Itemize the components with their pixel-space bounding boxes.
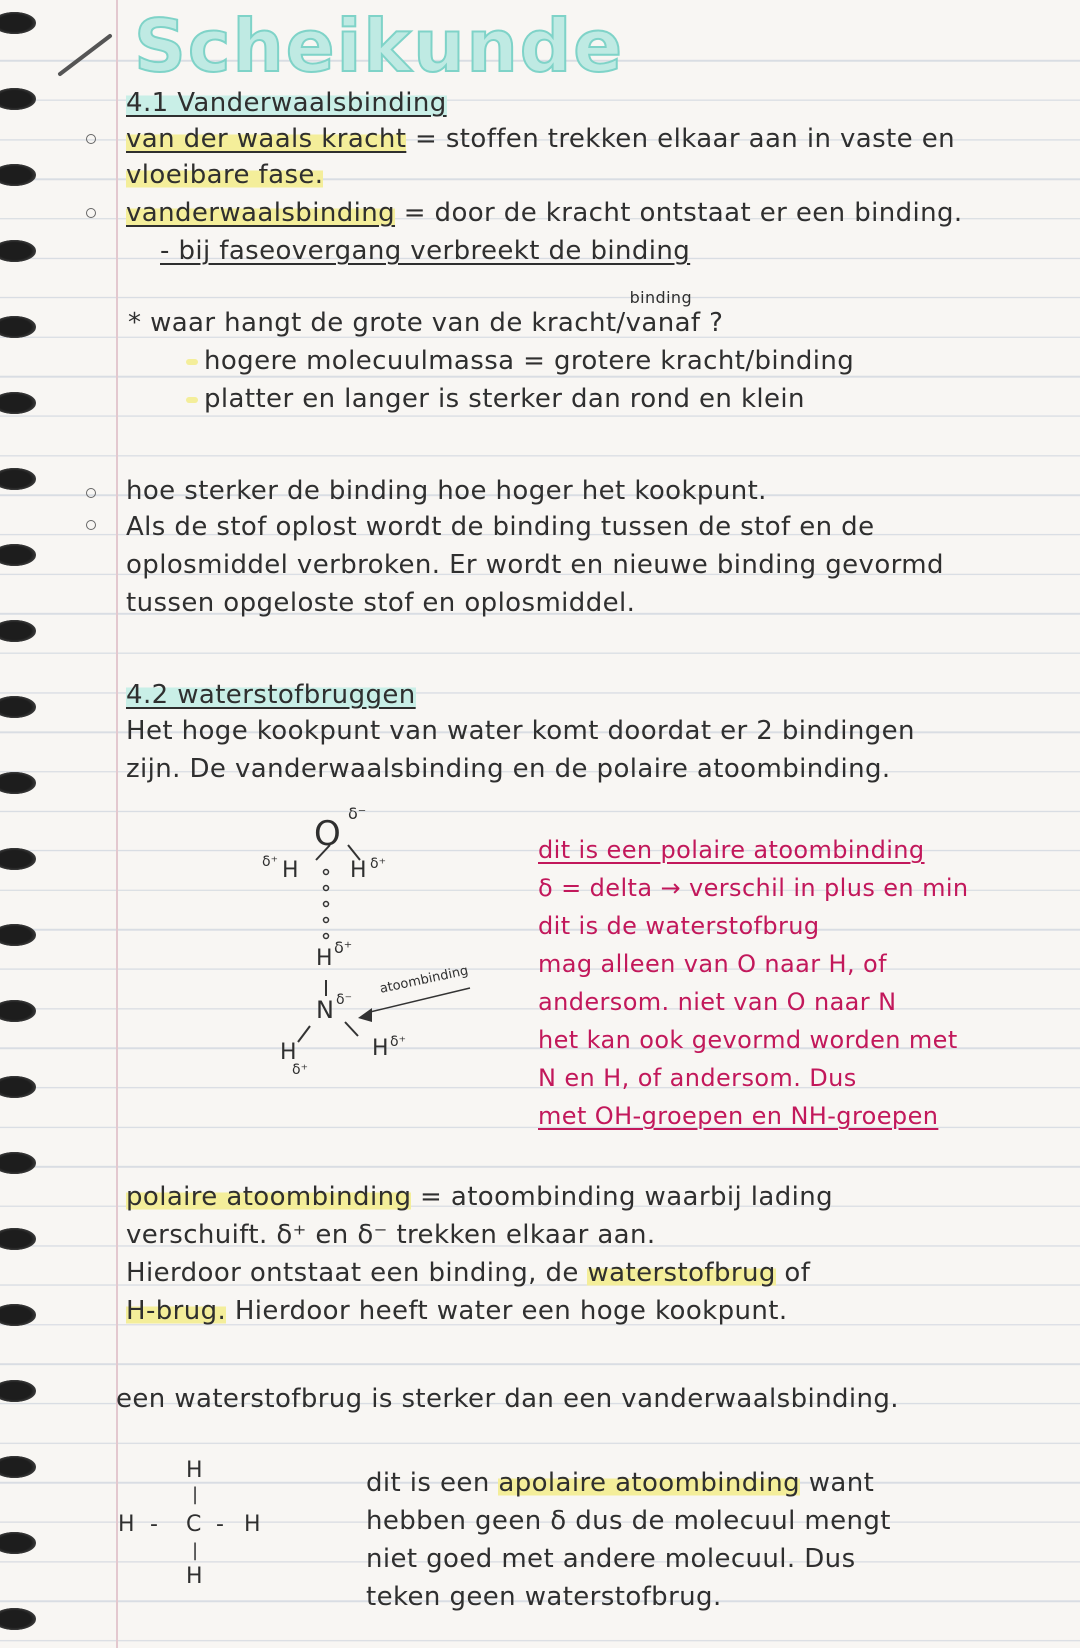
definition-text: = stoffen trekken elkaar aan in vaste en: [415, 124, 955, 154]
binder-hole: [0, 1608, 36, 1630]
nitrogen-atom: N: [316, 996, 334, 1024]
delta-plus-label: δ⁺: [334, 938, 353, 957]
highlight-dash: [186, 359, 198, 365]
binder-hole: [0, 1380, 36, 1402]
binder-hole: [0, 1228, 36, 1250]
heading-text: 4.2 waterstofbruggen: [126, 680, 416, 710]
bond-label: atoombinding: [378, 963, 470, 997]
definition-sub: - bij faseovergang verbreekt de binding: [160, 236, 691, 266]
definition-text: = door de kracht ontstaat er een binding.: [403, 198, 963, 228]
apolar-line-3: niet goed met andere molecuul. Dus: [366, 1544, 856, 1574]
delta-plus-label: δ⁺: [370, 856, 386, 872]
answer-text: platter en langer is sterker dan rond en klein: [204, 384, 805, 414]
bond-line: -: [150, 1512, 158, 1537]
bond-line: |: [192, 1484, 199, 1505]
question-line: [128, 288, 724, 338]
bullet: [86, 208, 96, 218]
bullet: [86, 134, 96, 144]
definition-polar-bond: [126, 1182, 833, 1212]
delta-plus-label: δ⁺: [292, 1062, 308, 1078]
hydrogen-atom: H: [372, 1036, 389, 1061]
hydrogen-atom: H: [118, 1512, 135, 1537]
definition-line: [126, 1258, 810, 1288]
definition-continued: [126, 160, 323, 190]
answer-text: hogere molecuulmassa = grotere kracht/binding: [204, 346, 855, 376]
definition-text: Hierdoor ontstaat een binding, de: [126, 1258, 579, 1288]
definition-vdw-binding: [126, 198, 963, 228]
fact-dissolve-2: oplosmiddel verbroken. Er wordt en nieuwe binding gevormd: [126, 550, 944, 580]
fact-dissolve-1: Als de stof oplost wordt de binding tussen de stof en de: [126, 512, 875, 542]
answer-1: [186, 346, 854, 376]
binder-hole: [0, 1304, 36, 1326]
bond-line: -: [216, 1512, 224, 1537]
binder-hole: [0, 1152, 36, 1174]
note-line: andersom. niet van O naar N: [538, 988, 897, 1016]
definition-text: of: [784, 1258, 811, 1288]
fact-dissolve-3: tussen opgeloste stof en oplosmiddel.: [126, 588, 636, 618]
answer-2: [186, 384, 805, 414]
section-heading-4-1: [126, 88, 447, 118]
note-line: dit is een polaire atoombinding: [538, 836, 925, 864]
pencil-stroke: [56, 30, 116, 80]
hydrogen-atom: H: [186, 1458, 203, 1483]
binder-hole: [0, 620, 36, 642]
binder-hole: [0, 88, 36, 110]
binder-hole: [0, 468, 36, 490]
note-line: het kan ook gevormd worden met: [538, 1026, 958, 1054]
heading-text: 4.1 Vanderwaalsbinding: [126, 88, 447, 118]
apolar-line-1: [366, 1468, 874, 1498]
binder-hole: [0, 392, 36, 414]
definition-text: vloeibare fase.: [126, 160, 324, 190]
note-line: N en H, of andersom. Dus: [538, 1064, 857, 1092]
bullet: [86, 488, 96, 498]
question-text: vanaf ?: [625, 308, 724, 338]
note-line: mag alleen van O naar H, of: [538, 950, 887, 978]
definition-text: Hierdoor heeft water een hoge kookpunt.: [234, 1296, 788, 1326]
note-line: met OH-groepen en NH-groepen: [538, 1102, 939, 1130]
apolar-text: dit is een: [366, 1468, 490, 1498]
hydrogen-atom: H: [280, 1040, 297, 1065]
apolar-line-2: hebben geen δ dus de molecuul mengt: [366, 1506, 891, 1536]
hydrogen-atom: H: [316, 946, 333, 971]
binder-hole: [0, 544, 36, 566]
delta-plus-label: δ⁺: [262, 854, 278, 870]
binder-hole: [0, 1000, 36, 1022]
intro-line-2: zijn. De vanderwaalsbinding en de polaire atoombinding.: [126, 754, 891, 784]
delta-minus-label: δ⁻: [348, 804, 367, 823]
intro-line-1: Het hoge kookpunt van water komt doordat er 2 bindingen: [126, 716, 915, 746]
term: van der waals kracht: [126, 124, 407, 154]
carbon-atom: C: [186, 1512, 202, 1537]
apolar-text: want: [808, 1468, 875, 1498]
page-title: Scheikunde: [134, 4, 625, 88]
question-superscript: binding: [629, 288, 693, 307]
apolar-line-4: teken geen waterstofbrug.: [366, 1582, 722, 1612]
binder-hole: [0, 1456, 36, 1478]
bullet: [86, 520, 96, 530]
hydrogen-atom: H: [282, 858, 299, 883]
term: apolaire atoombinding: [498, 1468, 801, 1498]
hydrogen-atom: H: [350, 858, 367, 883]
definition-line: [126, 1296, 788, 1326]
hydrogen-atom: H: [186, 1564, 203, 1589]
binder-hole: [0, 1532, 36, 1554]
section-heading-4-2: [126, 680, 416, 710]
definition-text: = atoombinding waarbij lading: [420, 1182, 834, 1212]
binder-hole: [0, 924, 36, 946]
bond-line: |: [192, 1540, 199, 1561]
definition-vdw-kracht: [126, 124, 955, 154]
hydrogen-bond-diagram: [250, 800, 520, 1100]
definition-line: verschuift. δ⁺ en δ⁻ trekken elkaar aan.: [126, 1220, 656, 1250]
term: polaire atoombinding: [126, 1182, 412, 1212]
binder-hole: [0, 696, 36, 718]
note-line: dit is de waterstofbrug: [538, 912, 820, 940]
term: vanderwaalsbinding: [126, 198, 396, 228]
binder-hole: [0, 772, 36, 794]
methane-structure: [116, 1456, 276, 1626]
note-line: δ = delta → verschil in plus en min: [538, 874, 969, 902]
highlight-dash: [186, 397, 198, 403]
binder-hole: [0, 1076, 36, 1098]
delta-minus-label: δ⁻: [336, 992, 352, 1008]
binder-hole: [0, 164, 36, 186]
term: H-brug.: [126, 1296, 227, 1326]
binder-hole: [0, 240, 36, 262]
comparison-line: een waterstofbrug is sterker dan een vanderwaalsbinding.: [116, 1384, 899, 1414]
fact-boiling-point: hoe sterker de binding hoe hoger het kookpunt.: [126, 476, 767, 506]
binder-hole: [0, 316, 36, 338]
question-text: * waar hangt de grote van de kracht/: [128, 308, 626, 338]
oxygen-atom: O: [314, 814, 341, 854]
hydrogen-atom: H: [244, 1512, 261, 1537]
delta-plus-label: δ⁺: [390, 1034, 406, 1050]
binder-hole: [0, 12, 36, 34]
term: waterstofbrug: [587, 1258, 776, 1288]
binder-hole: [0, 848, 36, 870]
